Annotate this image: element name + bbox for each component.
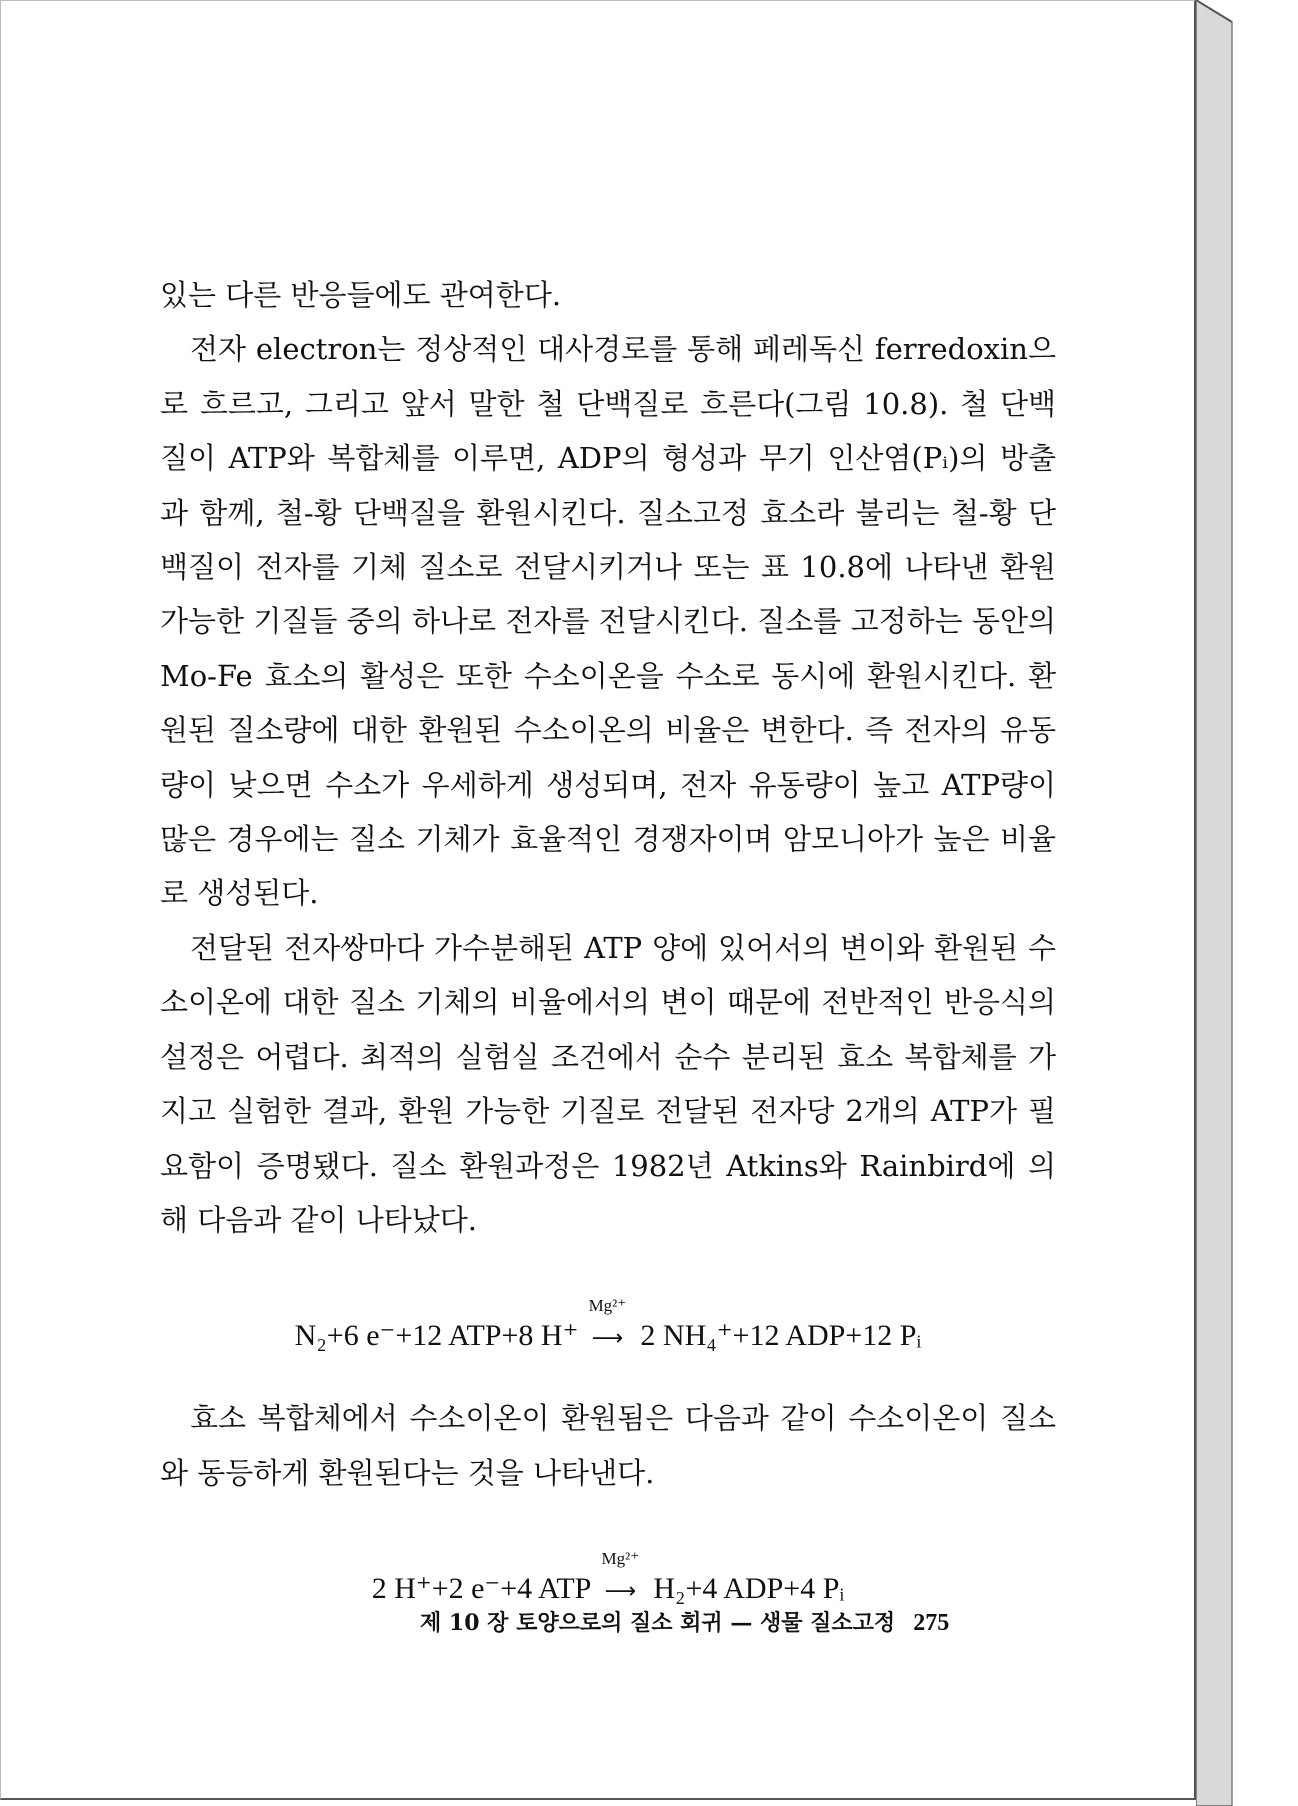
- running-footer: [420, 1606, 949, 1637]
- equation-1-catalyst: Mg²⁺: [588, 1296, 627, 1316]
- paragraph-continuation: 있는 다른 반응들에도 관여한다.: [160, 278, 562, 312]
- equation-1-reactants: N₂+6 e⁻+12 ATP+8 H⁺: [294, 1319, 579, 1353]
- paragraph-electron-flow: 전자 electron는 정상적인 대사경로를 통해 페레독신 ferredoxin으로 흐르고, 그리고 앞서 말한 철 단백질로 흐른다(그림 10.8). 철 단백질이 ATP와 복합체를 이루면, ADP의 형성과 무기 인산염(Pᵢ)의 방출과 함께, 철-황 단백질을 환원시킨다. 질소고정 효소라 불리는 철-황 단백질이 전자를 기체 질소로 전달시키거나 또는 표 10.8에 나타낸 환원 가능한 기질들 중의 하나로 전자를 전달시킨다. 질소를 고정하는 동안의 Mo-Fe 효소의 활성은 또한 수소이온을 수소로 동시에 환원시킨다. 환원된 질소량에 대한 환원된 수소이온의 비율은 변한다. 즉 전자의 유동량이 낮으면 수소가 우세하게 생성되며, 전자 유동량이 높고 ATP량이 많은 경우에는 질소 기체가 효율적인 경쟁자이며 암모니아가 높은 비율로 생성된다.: [160, 332, 1056, 911]
- equation-hydrogen-reduction: [160, 1538, 1056, 1608]
- paragraph-hydrogen-reduction: 효소 복합체에서 수소이온이 환원됨은 다음과 같이 수소이온이 질소와 동등하게 환원된다는 것을 나타낸다.: [160, 1401, 1056, 1490]
- equation-2-catalyst: Mg²⁺: [601, 1549, 640, 1569]
- arrow-right-icon: ⟶: [604, 1579, 637, 1605]
- page-stack-edge: [1196, 0, 1298, 1806]
- chapter-title: 제 10 장 토양으로의 질소 회귀 — 생물 질소고정: [420, 1610, 896, 1636]
- equation-1-arrow: [580, 1296, 634, 1366]
- equation-1-products: 2 NH₄⁺+12 ADP+12 Pᵢ: [640, 1319, 922, 1353]
- page-number: 275: [913, 1610, 950, 1636]
- equation-2-products: H₂+4 ADP+4 Pᵢ: [653, 1572, 845, 1606]
- page-body: [160, 268, 1056, 1608]
- equation-nitrogen-reduction: [160, 1285, 1056, 1355]
- equation-2-reactants: 2 H⁺+2 e⁻+4 ATP: [371, 1572, 592, 1606]
- arrow-right-icon: ⟶: [591, 1326, 624, 1352]
- paragraph-reaction-equation-intro: 전달된 전자쌍마다 가수분해된 ATP 양에 있어서의 변이와 환원된 수소이온에 대한 질소 기체의 비율에서의 변이 때문에 전반적인 반응식의 설정은 어렵다. 최적의 실험실 조건에서 순수 분리된 효소 복합체를 가지고 실험한 결과, 환원 가능한 기질로 전달된 전자당 2개의 ATP가 필요함이 증명됐다. 질소 환원과정은 1982년 Atkins와 Rainbird에 의해 다음과 같이 나타났다.: [160, 930, 1056, 1237]
